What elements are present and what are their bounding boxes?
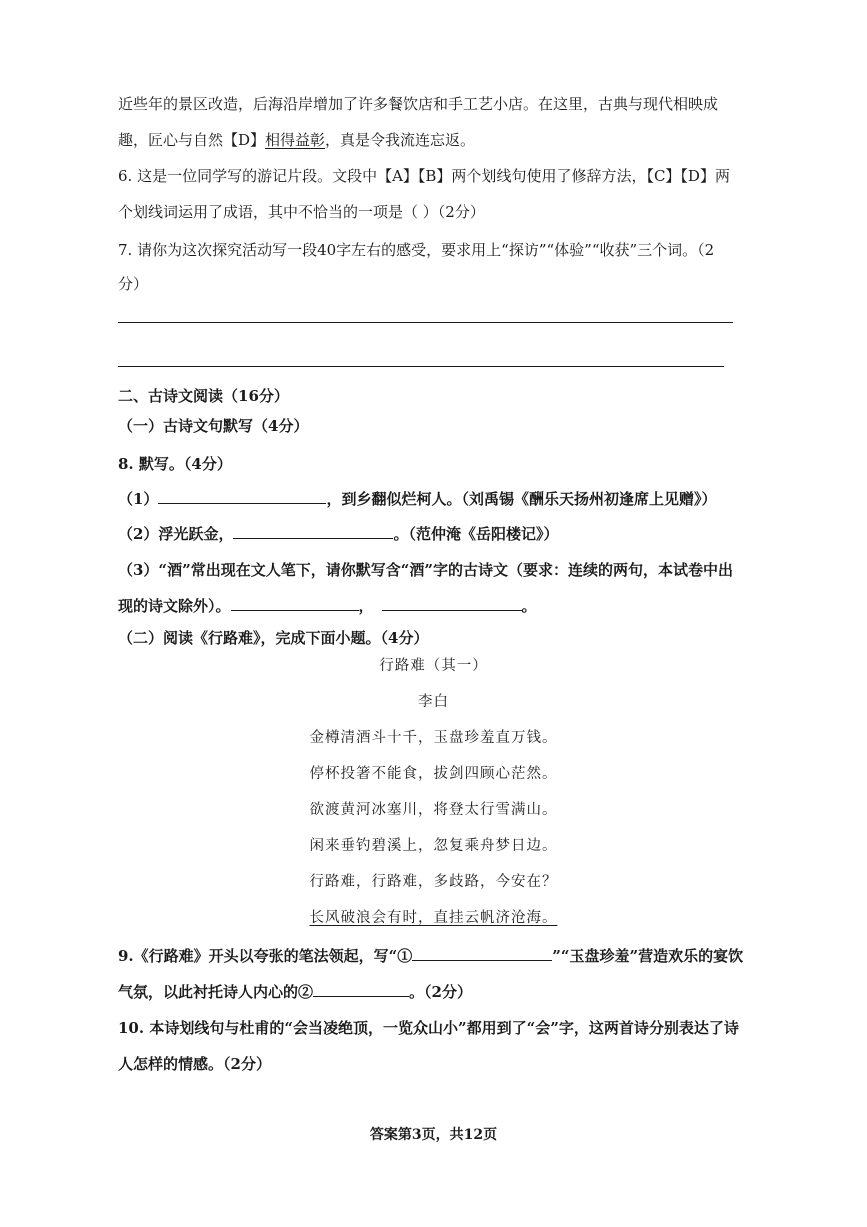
question-8-3-line-2: [118, 594, 537, 618]
underlined-idiom-d: 相得益彰: [265, 131, 326, 149]
subsection-2-heading: （二）阅读《行路难》，完成下面小题。（4分）: [118, 629, 429, 647]
question-10-line-1: 10. 本诗划线句与杜甫的“会当凌绝顶，一览众山小”都用到了“会”字，这两首诗分别表达了诗: [118, 1019, 739, 1037]
subsection-1-heading: （一）古诗文句默写（4分）: [118, 417, 309, 435]
passage-text: ，真是令我流连忘返。: [325, 131, 476, 149]
question-9-suffix: ”“玉盘珍羞”营造欢乐的宴饮: [552, 947, 744, 965]
question-8-1-prefix: （1）: [118, 490, 159, 508]
question-7-line-2: 分）: [118, 275, 149, 293]
poem-line-underlined: [0, 906, 867, 930]
question-8: 8. 默写。（4分）: [118, 455, 232, 473]
blank-8-2[interactable]: [233, 522, 393, 539]
answer-line-2[interactable]: [118, 366, 724, 367]
question-6-line-1: 6. 这是一位同学写的游记片段。文段中【A】【B】两个划线句使用了修辞方法，【C】【D】两: [118, 167, 730, 185]
question-8-2-suffix: 。（范仲淹《岳阳楼记》）: [393, 525, 559, 543]
underlined-poem-line: 长风破浪会有时，直挂云帆济沧海。: [309, 910, 558, 926]
passage-line-2: [118, 128, 475, 152]
question-9-line-2: [118, 980, 472, 1004]
blank-8-1[interactable]: [158, 487, 326, 504]
blank-9-1[interactable]: [412, 944, 552, 961]
question-9-line-1: [118, 944, 743, 968]
answer-line-1[interactable]: [118, 322, 733, 323]
page-footer: 答案第3页，共12页: [369, 1127, 498, 1143]
question-10-line-2: 人怎样的情感。（2分）: [118, 1055, 271, 1073]
blank-8-3b[interactable]: [382, 594, 522, 611]
question-9-prefix: 9.《行路难》开头以夸张的笔法领起，写“①: [118, 947, 413, 965]
blank-8-3a[interactable]: [231, 594, 359, 611]
passage-text: 趣，匠心与自然【D】: [118, 131, 266, 149]
question-8-3-comma: ，: [358, 597, 374, 615]
poem-author: 李白: [418, 694, 449, 710]
section-heading: 二、古诗文阅读（16分）: [118, 387, 289, 405]
poem-line: 闲来垂钓碧溪上，忽复乘舟梦日边。: [309, 838, 558, 854]
poem-line: 停杯投箸不能食，拔剑四顾心茫然。: [309, 766, 558, 782]
question-8-1-suffix: ，到乡翻似烂柯人。（刘禹锡《酬乐天扬州初逢席上见赠》）: [326, 490, 717, 508]
question-8-2: [118, 522, 558, 546]
blank-9-2[interactable]: [313, 980, 409, 997]
poem-line: 金樽清酒斗十千，玉盘珍羞直万钱。: [309, 730, 558, 746]
question-8-2-prefix: （2）浮光跃金，: [118, 525, 234, 543]
question-9-line-2-prefix: 气氛，以此衬托诗人内心的②: [118, 983, 314, 1001]
question-6-line-2: 个划线词运用了成语，其中不恰当的一项是（ ）（2分）: [118, 203, 485, 221]
poem-title: 行路难（其一）: [379, 658, 488, 674]
question-8-3-prefix: 现的诗文除外）。: [118, 597, 231, 615]
question-8-3-line-1: （3）“酒”常出现在文人笔下，请你默写含“酒”字的古诗文（要求：连续的两句，本试卷中出: [118, 561, 733, 579]
question-8-3-period: 。: [521, 597, 537, 615]
poem-line: 欲渡黄河冰塞川，将登太行雪满山。: [309, 802, 558, 818]
poem-line: 行路难，行路难，多歧路，今安在？: [309, 874, 558, 890]
passage-line-1: 近些年的景区改造，后海沿岸增加了许多餐饮店和手工艺小店。在这里，古典与现代相映成: [118, 95, 719, 113]
question-9-line-2-suffix: 。（2分）: [409, 983, 472, 1001]
question-7-line-1: 7. 请你为这次探究活动写一段40字左右的感受，要求用上“探访”“体验”“收获”三个词。（2: [118, 241, 715, 259]
question-8-1: [118, 487, 716, 511]
